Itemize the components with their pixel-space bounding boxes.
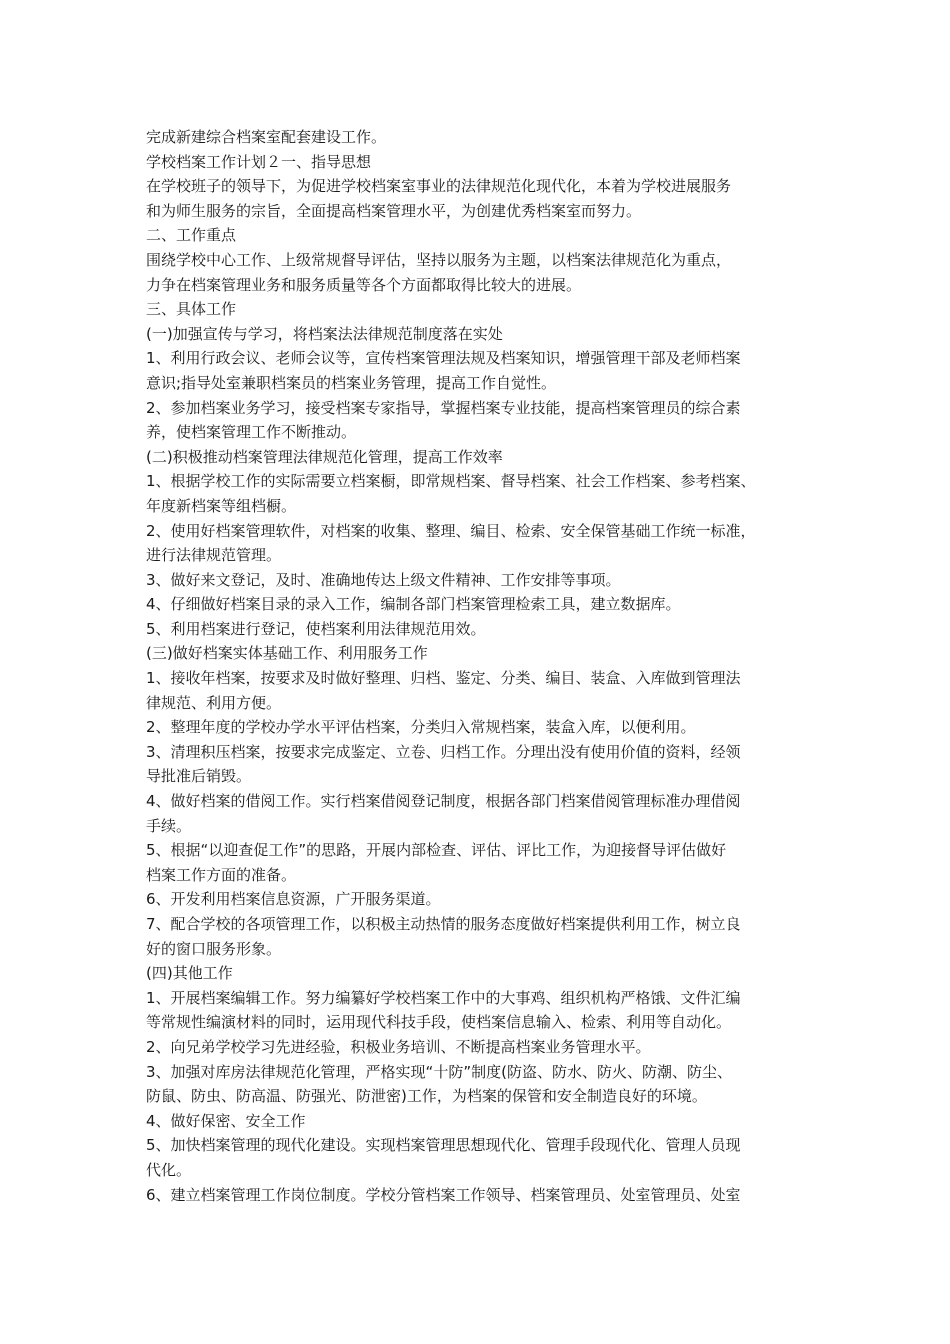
text-line: 4、做好保密、安全工作 — [146, 1111, 306, 1130]
section-title: 学校档案工作计划２一、指导思想 — [146, 152, 372, 171]
subsection-heading: (三)做好档案实体基础工作、利用服务工作 — [146, 644, 428, 663]
document-body — [146, 125, 826, 1207]
text-line: 档案工作方面的准备。 — [146, 865, 297, 884]
text-line: 6、开发利用档案信息资源，广开服务渠道。 — [146, 890, 441, 909]
text-line: 2、整理年度的学校办学水平评估档案，分类归入常规档案，装盒入库，以便利用。 — [146, 718, 696, 737]
text-line: 2、参加档案业务学习，接受档案专家指导，掌握档案专业技能，提高档案管理员的综合素 — [146, 398, 741, 417]
text-line: 律规范、利用方便。 — [146, 693, 282, 712]
text-line: 3、清理积压档案，按要求完成鉴定、立卷、归档工作。分理出没有使用价值的资料，经领 — [146, 742, 741, 761]
text-line: 2、使用好档案管理软件，对档案的收集、整理、编目、检索、安全保管基础工作统一标准， — [146, 521, 756, 540]
text-line: 等常规性编演材料的同时，运用现代科技手段，使档案信息输入、检索、利用等自动化。 — [146, 1013, 732, 1032]
subsection-heading: (一)加强宣传与学习，将档案法法律规范制度落在实处 — [146, 324, 503, 343]
text-line: 导批准后销毁。 — [146, 767, 252, 786]
text-line: 意识;指导处室兼职档案员的档案业务管理，提高工作自觉性。 — [146, 373, 557, 392]
text-line: 5、利用档案进行登记，使档案利用法律规范用效。 — [146, 619, 486, 638]
text-line: 1、开展档案编辑工作。努力编纂好学校档案工作中的大事鸡、组织机构严格饿、文件汇编 — [146, 988, 741, 1007]
text-line: 围绕学校中心工作、上级常规督导评估，坚持以服务为主题，以档案法律规范化为重点， — [146, 250, 732, 269]
text-line: 2、向兄弟学校学习先进经验，积极业务培训、不断提高档案业务管理水平。 — [146, 1037, 651, 1056]
text-line: 3、做好来文登记，及时、准确地传达上级文件精神、工作安排等事项。 — [146, 570, 621, 589]
text-line: 3、加强对库房法律规范化管理，严格实现“十防”制度(防盗、防水、防火、防潮、防尘、 — [146, 1062, 732, 1081]
subsection-heading: (四)其他工作 — [146, 964, 233, 983]
text-line: 和为师生服务的宗旨，全面提高档案管理水平，为创建优秀档案室而努力。 — [146, 201, 642, 220]
text-line: 1、利用行政会议、老师会议等，宣传档案管理法规及档案知识，增强管理干部及老师档案 — [146, 349, 741, 368]
text-line: 防鼠、防虫、防高温、防强光、防泄密)工作，为档案的保管和安全制造良好的环境。 — [146, 1087, 707, 1106]
subsection-heading: (二)积极推动档案管理法律规范化管理，提高工作效率 — [146, 447, 503, 466]
text-line: 7、配合学校的各项管理工作，以积极主动热情的服务态度做好档案提供利用工作，树立良 — [146, 915, 741, 933]
text-line: 完成新建综合档案室配套建设工作。 — [146, 128, 387, 146]
text-line: 5、根据“以迎查促工作”的思路，开展内部检查、评估、评比工作，为迎接督导评估做好 — [146, 841, 727, 860]
text-line: 4、仔细做好档案目录的录入工作，编制各部门档案管理检索工具，建立数据库。 — [146, 595, 681, 614]
text-line: 1、接收年档案，按要求及时做好整理、归档、鉴定、分类、编目、装盒、入库做到管理法 — [146, 669, 741, 688]
text-line: 进行法律规范管理。 — [146, 546, 282, 565]
text-line: 代化。 — [146, 1160, 192, 1179]
text-line: 好的窗口服务形象。 — [146, 939, 282, 958]
section-heading: 三、具体工作 — [146, 300, 237, 319]
text-line: 手续。 — [146, 816, 192, 835]
text-line: 6、建立档案管理工作岗位制度。学校分管档案工作领导、档案管理员、处室管理员、处室 — [146, 1185, 741, 1204]
text-line: 在学校班子的领导下，为促进学校档案室事业的法律规范化现代化，本着为学校进展服务 — [146, 177, 732, 196]
section-heading: 二、工作重点 — [146, 226, 237, 245]
text-line: 力争在档案管理业务和服务质量等各个方面都取得比较大的进展。 — [146, 275, 582, 294]
text-line: 1、根据学校工作的实际需要立档案橱，即常规档案、督导档案、社会工作档案、参考档案、 — [146, 472, 756, 491]
text-line: 4、做好档案的借阅工作。实行档案借阅登记制度，根据各部门档案借阅管理标准办理借阅 — [146, 792, 741, 811]
text-line: 5、加快档案管理的现代化建设。实现档案管理思想现代化、管理手段现代化、管理人员现 — [146, 1136, 741, 1155]
text-line: 年度新档案等组档橱。 — [146, 496, 297, 515]
text-line: 养，使档案管理工作不断推动。 — [146, 423, 357, 442]
